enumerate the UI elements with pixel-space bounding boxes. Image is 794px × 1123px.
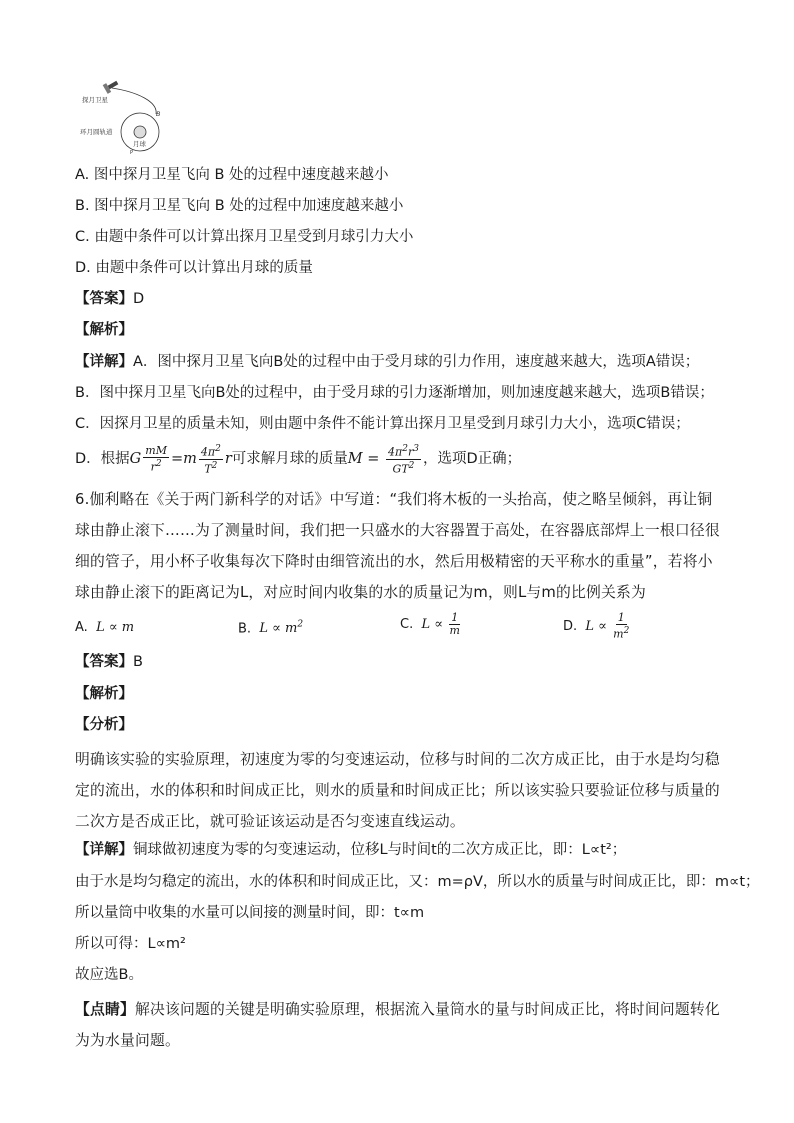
formula-gravitation: G $\frac{mM}{r^2}$ =m $\frac{4\pi^2}{T^2}$ r (129, 443, 232, 476)
q6-option-d: D. L ∝ $\frac{1}{m^2}$ (563, 611, 630, 641)
label-p: P (130, 150, 134, 155)
formula-mass: M = $\frac{4\pi^2r^3}{GT^2}$ (347, 443, 419, 476)
answer-tag: 【答案】 (75, 654, 133, 670)
q6-answer (75, 652, 143, 672)
q6-option-b: B. $L \propto m^2$ (238, 620, 304, 637)
dianjing-text: 解决该问题的关键是明确实验原理，根据流入量筒水的量与时间成正比，将时间问题转化为为水量问题。 (75, 1001, 720, 1049)
q6-detail-5: 故应选B。 (75, 967, 143, 983)
dianjing-tag: 【点睛】 (75, 1001, 135, 1018)
q5-detail-b: B．图中探月卫星飞向B处的过程中，由于受月球的引力逐渐增加，则加速度越来越大，选项B错误； (75, 385, 714, 401)
q6-fenxi-text: 明确该实验的实验原理，初速度为零的匀变速运动，位移与时间的二次方成正比，由于水是均匀稳定的流出，水的体积和时间成正比，则水的质量和时间成正比；所以该实验只要验证位移与质量的二次方是否成正比，就可验证该运动是否匀变速直线运动。 (75, 751, 720, 830)
detail-d-suffix: ，选项D正确； (422, 451, 522, 467)
detail-1-text: 铜球做初速度为零的匀变速运动，位移L与时间t的二次方成正比，即：L∝t²； (133, 842, 627, 858)
q5-detail-d (75, 442, 521, 476)
detail-tag: 【详解】 (75, 354, 133, 370)
answer-value: B (133, 654, 143, 670)
orbit-figure (78, 80, 178, 155)
q5-option-c: C. 由题中条件可以计算出探月卫星受到月球引力大小 (75, 229, 414, 245)
transfer-trajectory (112, 88, 156, 114)
label-b: B (156, 110, 161, 118)
q6-fenxi-tag: 【分析】 (75, 717, 133, 733)
moon-body (134, 126, 146, 138)
q6-options (75, 612, 725, 652)
q6-detail-4: 所以可得：L∝m² (75, 936, 186, 952)
q5-option-a: A. 图中探月卫星飞向 B 处的过程中速度越来越小 (75, 167, 389, 183)
detail-d-prefix: D．根据 (75, 451, 130, 467)
q6-stem: 6.伽利略在《关于两门新科学的对话》中写道：“我们将木板的一头抬高，使之略呈倾斜，再让铜球由静止滚下……为了测量时间，我们把一只盛水的大容器置于高处，在容器底部焊上一根口径很细的管子，用小杯子收集每次下降时由细管流出的水，然后用极精密的天平称水的重量”，若将小球由静止滚下的距离记为L，对应时间内收集的水的质量记为m，则L与m的比例关系为 (75, 491, 720, 601)
q6-analysis-tag: 【解析】 (75, 686, 133, 702)
answer-value: D (133, 291, 145, 307)
q6-option-a: A. L ∝ m (75, 620, 135, 635)
q6-dianjing (75, 994, 725, 1056)
q6-option-c: C. L ∝ $\frac{1}{m}$ (400, 611, 460, 637)
detail-tag: 【详解】 (75, 842, 133, 858)
label-satellite: 探月卫星 (82, 96, 108, 104)
q5-analysis-tag: 【解析】 (75, 322, 133, 338)
detail-a-text: A．图中探月卫星飞向B处的过程中由于受月球的引力作用，速度越来越大，选项A错误； (133, 354, 700, 370)
q5-answer (75, 289, 144, 309)
answer-tag: 【答案】 (75, 291, 133, 307)
q6-detail-3: 所以量筒中收集的水量可以间接的测量时间，即：t∝m (75, 905, 425, 921)
detail-d-mid: 可求解月球的质量 (231, 451, 348, 467)
q6-detail-1 (75, 840, 626, 860)
q5-detail-a (75, 352, 699, 372)
q5-detail-c: C．因探月卫星的质量未知，则由题中条件不能计算出探月卫星受到月球引力大小，选项C错误； (75, 416, 690, 432)
satellite-icon (103, 81, 119, 94)
label-moon: 月球 (133, 140, 146, 148)
q5-option-d: D. 由题中条件可以计算出月球的质量 (75, 260, 313, 276)
q5-option-b: B. 图中探月卫星飞向 B 处的过程中加速度越来越小 (75, 198, 404, 214)
q6-detail-2: 由于水是均匀稳定的流出，水的体积和时间成正比，又：m=ρV，所以水的质量与时间成正比，即：m∝t； (75, 874, 760, 890)
label-orbit: 环月圆轨道 (80, 128, 113, 136)
